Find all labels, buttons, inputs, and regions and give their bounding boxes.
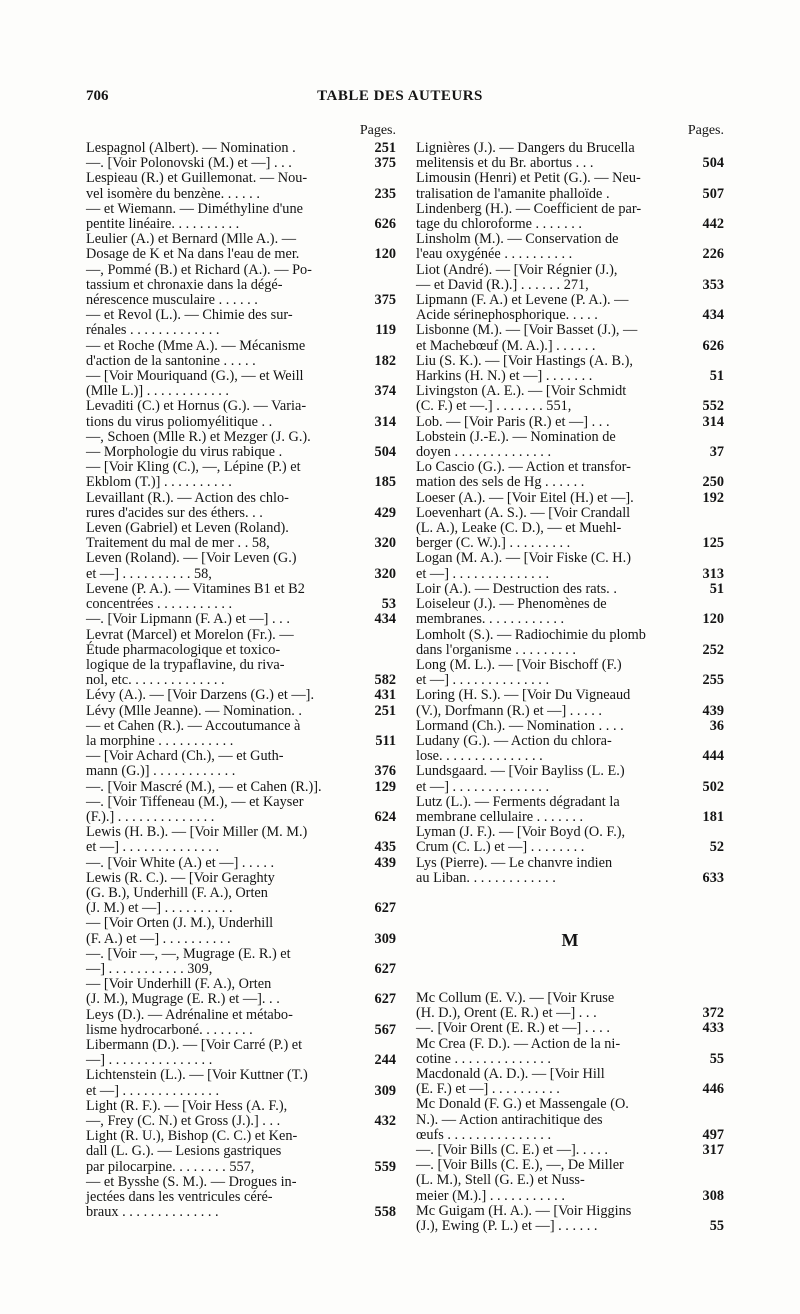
entry-page-number: 511 [375,732,396,749]
entry-text: —. [Voir Bills (C. E.), —, De Miller (L. M.), Stell (G. E.) et Nuss- meier (M.).] . . . . . . . . . . . [416,1157,624,1204]
entry-page-number: 314 [702,413,724,430]
index-entry [416,202,724,232]
pages-label: Pages. [359,123,396,138]
entry-text: Macdonald (A. D.). — [Voir Hill (E. F.) et —] . . . . . . . . . . [416,1065,605,1098]
entry-text: Libermann (D.). — [Voir Carré (P.) et —] . . . . . . . . . . . . . . . [86,1036,303,1069]
entry-text: Levaillant (R.). — Action des chlo- rures d'acides sur des éthers. . . [86,489,289,521]
index-entry [416,597,724,627]
index-entry [416,293,724,323]
index-entry [86,1008,396,1038]
index-entry [86,460,396,490]
entry-page-number: 37 [709,444,724,461]
entry-text: —, Schoen (Mlle R.) et Mezger (J. G.). — Morphologie du virus rabique . [86,428,311,461]
entry-text: Lipmann (F. A.) et Levene (P. A.). — Acide sérinephosphorique. . . . . [416,292,629,324]
entry-page-number: 235 [374,185,396,202]
entry-text: Lévy (Mlle Jeanne). — Nomination. . [86,702,302,719]
entry-text: —. [Voir Polonovski (M.) et —] . . . [86,155,292,172]
entry-text: Leven (Roland). — [Voir Leven (G.) et —] . . . . . . . . . . 58, [86,550,297,582]
entry-text: — et Wiemann. — Diméthyline d'une pentite linéaire. . . . . . . . . . [86,200,303,233]
entry-page-number: 320 [374,565,396,582]
entry-page-number: 633 [702,869,724,886]
entry-text: Mc Collum (E. V.). — [Voir Kruse (H. D.), Orent (E. R.) et —] . . . [416,989,615,1022]
index-entry [86,369,396,399]
entry-text: Lignières (J.). — Dangers du Brucella melitensis et du Br. abortus . . . [416,140,635,172]
entry-page-number: 353 [702,276,724,293]
entry-page-number: 567 [374,1021,396,1038]
index-entry [416,628,724,658]
index-entry [416,582,724,597]
entry-page-number: 375 [374,155,396,172]
index-entry [86,141,396,156]
index-entry [86,704,396,719]
index-entry [416,354,724,384]
index-entry [86,1068,396,1098]
index-entry [416,1037,724,1067]
entry-page-number: 442 [702,216,724,233]
index-entry [86,1038,396,1068]
entry-text: Linsholm (M.). — Conservation de l'eau oxygénée . . . . . . . . . . [416,231,619,263]
entry-text: — et Cahen (R.). — Accoutumance à la morphine . . . . . . . . . . . [86,717,301,749]
entry-page-number: 497 [702,1126,724,1143]
index-entry [416,658,724,688]
entry-page-number: 55 [709,1050,724,1067]
index-entry [86,430,396,460]
index-entry [86,308,396,338]
entry-page-number: 374 [374,383,396,400]
entry-page-number: 627 [374,900,396,917]
entry-page-number: 192 [702,489,724,506]
index-entry [416,551,724,581]
index-entry [86,795,396,825]
entry-page-number: 308 [702,1187,724,1204]
entry-page-number: 507 [702,185,724,202]
page-header [0,88,800,110]
index-entry [86,719,396,749]
entry-text: Levaditi (C.) et Hornus (G.). — Varia- tions du virus poliomyélitique . . [86,398,307,430]
index-entry [416,1204,724,1234]
entry-text: Lewis (H. B.). — [Voir Miller (M. M.) et —] . . . . . . . . . . . . . . [86,824,308,856]
index-entry [86,339,396,369]
index-entry [416,232,724,262]
entry-text: Lévy (A.). — [Voir Darzens (G.) et —]. [86,687,315,704]
entry-text: Levene (P. A.). — Vitamines B1 et B2 concentrées . . . . . . . . . . . [86,580,305,613]
index-entry [86,780,396,795]
entry-page-number: 320 [374,535,396,552]
section-letter: M [561,929,579,950]
index-entry [86,977,396,1007]
entry-page-number: 444 [702,748,724,765]
entry-page-number: 125 [702,535,724,552]
entry-page-number: 502 [702,778,724,795]
entry-text: Leys (D.). — Adrénaline et métabo- lisme hydrocarboné. . . . . . . . [86,1006,293,1038]
entry-text: Lichtenstein (L.). — [Voir Kuttner (T.) et —] . . . . . . . . . . . . . . [86,1067,308,1099]
entry-page-number: 504 [374,444,396,461]
index-entry [86,491,396,521]
entry-page-number: 626 [702,337,724,354]
entry-page-number: 626 [374,216,396,233]
right-column [416,122,724,1234]
entry-text: Loring (H. S.). — [Voir Du Vigneaud (V.), Dorfmann (R.) et —] . . . . . [416,687,631,719]
entry-page-number: 244 [374,1052,396,1069]
entry-text: Lisbonne (M.). — [Voir Basset (J.), — et Machebœuf (M. A.).] . . . . . . [416,322,638,354]
entry-text: —, Pommé (B.) et Richard (A.). — Po- tassium et chronaxie dans la dégé- nérescence musculaire . . . . . . [86,261,312,309]
entry-text: — [Voir Achard (Ch.), — et Guth- mann (G.)] . . . . . . . . . . . . [86,748,284,780]
index-entry [416,734,724,764]
entry-text: —. [Voir Lipmann (F. A.) et —] . . . [86,611,290,628]
index-entry [86,825,396,855]
entry-text: Light (R. U.), Bishop (C. C.) et Ken- dall (L. G.). — Lesions gastriques par pilocarpine. . . . . . . . 557, [86,1128,298,1175]
entry-text: Lespieau (R.) et Guillemonat. — Nou- vel isomère du benzène. . . . . . [86,170,308,202]
index-entry [86,551,396,581]
entry-page-number: 439 [374,854,396,871]
entry-page-number: 185 [374,474,396,491]
index-entry [86,1129,396,1175]
index-entry [416,795,724,825]
entry-text: Loevenhart (A. S.). — [Voir Crandall (L. A.), Leake (C. D.), — et Muehl- berger (C. W.).] . . . . . . . . . [416,504,631,552]
entry-page-number: 431 [374,687,396,704]
entry-page-number: 434 [374,611,396,628]
entry-page-number: 313 [702,565,724,582]
entry-page-number: 309 [374,1082,396,1099]
entry-text: Long (M. L.). — [Voir Bischoff (F.) et —] . . . . . . . . . . . . . . [416,656,622,689]
entry-text: Lyman (J. F.). — [Voir Boyd (O. F.), Crum (C. L.) et —] . . . . . . . . [416,824,626,856]
entry-text: Lutz (L.). — Ferments dégradant la membrane cellulaire . . . . . . . [416,793,620,825]
entry-page-number: 119 [375,322,396,339]
entry-text: — et Revol (L.). — Chimie des sur- rénales . . . . . . . . . . . . . [86,307,293,339]
right-entry-list [416,141,724,886]
entry-page-number: 624 [374,808,396,825]
index-entry [86,232,396,262]
entry-text: — et Roche (Mme A.). — Mécanisme d'action de la santonine . . . . . [86,337,306,369]
entry-page-number: 255 [702,672,724,689]
index-entry [86,582,396,612]
index-entry [416,764,724,794]
entry-page-number: 55 [709,1218,724,1234]
entry-page-number: 182 [374,352,396,369]
entry-text: Lindenberg (H.). — Coefficient de par- tage du chloroforme . . . . . . . [416,200,642,233]
entry-page-number: 375 [374,292,396,309]
entry-page-number: 627 [374,991,396,1008]
entry-page-number: 129 [374,778,396,795]
entry-text: — [Voir Mouriquand (G.), — et Weill (Mlle L.)] . . . . . . . . . . . . [86,368,304,400]
entry-text: Liu (S. K.). — [Voir Hastings (A. B.), Harkins (H. N.) et —] . . . . . . . [416,352,633,385]
entry-page-number: 51 [709,368,724,385]
index-entry [86,202,396,232]
entry-text: Ludany (G.). — Action du chlora- lose. . . . . . . . . . . . . . . [416,732,612,765]
index-entry [416,506,724,552]
entry-page-number: 435 [374,839,396,856]
entry-text: Mc Guigam (H. A.). — [Voir Higgins (J.), Ewing (P. L.) et —] . . . . . . [416,1202,632,1234]
index-entry [416,491,724,506]
entry-text: —. [Voir Mascré (M.), — et Cahen (R.)]. [86,778,322,795]
entry-text: — [Voir Kling (C.), —, Lépine (P.) et Ekblom (T.)] . . . . . . . . . . [86,459,301,491]
entry-text: Mc Crea (F. D.). — Action de la ni- cotine . . . . . . . . . . . . . . [416,1035,621,1067]
left-entry-list [86,141,396,1220]
index-entry [416,1021,724,1036]
index-entry [416,719,724,734]
entry-text: Lomholt (S.). — Radiochimie du plomb dans l'organisme . . . . . . . . . [416,626,646,658]
entry-text: Liot (André). — [Voir Régnier (J.), — et David (R.).] . . . . . . 271, [416,261,618,293]
entry-text: Leulier (A.) et Bernard (Mlle A.). — Dosage de K et Na dans l'eau de mer. [86,231,300,263]
index-entry [416,263,724,293]
entry-page-number: 446 [702,1081,724,1098]
entry-page-number: 558 [374,1204,396,1221]
m-entry-list [416,991,724,1234]
entry-page-number: 52 [709,839,724,856]
index-entry [86,749,396,779]
entry-page-number: 181 [702,808,724,825]
entry-text: Lormand (Ch.). — Nomination . . . . [416,717,624,734]
index-entry [416,1143,724,1158]
index-entry [416,171,724,201]
entry-text: — et Bysshe (S. M.). — Drogues in- jectées dans les ventricules céré- braux . . . . . . . . . . . . . . [86,1173,297,1221]
page-number: 706 [86,88,109,104]
index-entry [86,871,396,917]
entry-text: —. [Voir White (A.) et —] . . . . . [86,854,275,871]
index-entry [86,521,396,551]
entry-text: Logan (M. A.). — [Voir Fiske (C. H.) et —] . . . . . . . . . . . . . . [416,550,631,582]
entry-page-number: 552 [702,398,724,415]
entry-page-number: 226 [702,246,724,263]
index-entry [416,460,724,490]
entry-page-number: 251 [374,702,396,719]
entry-page-number: 251 [374,140,396,156]
index-entry [416,856,724,886]
entry-text: Lo Cascio (G.). — Action et transfor- mation des sels de Hg . . . . . . [416,459,631,491]
entry-page-number: 627 [374,960,396,977]
index-entry [416,141,724,171]
index-entry [86,688,396,703]
entry-text: Lys (Pierre). — Le chanvre indien au Liban. . . . . . . . . . . . . [416,854,613,886]
index-entry [416,825,724,855]
index-entry [416,430,724,460]
index-entry [416,1097,724,1143]
entry-text: Lob. — [Voir Paris (R.) et —] . . . [416,413,610,430]
index-entry [86,628,396,689]
entry-text: Livingston (A. E.). — [Voir Schmidt (C. F.) et —.] . . . . . . . 551, [416,383,627,415]
entry-text: Levrat (Marcel) et Morelon (Fr.). — Étude pharmacologique et toxico- logique de la trypaflavine, du riva- nol, etc. . . . . . . . . . . . . . [86,626,294,689]
entry-text: Leven (Gabriel) et Leven (Roland). Traitement du mal de mer . . 58, [86,520,289,552]
index-entry [86,263,396,309]
entry-page-number: 51 [709,580,724,597]
index-entry [86,1175,396,1221]
entry-page-number: 433 [702,1020,724,1037]
index-entry [86,171,396,201]
entry-page-number: 429 [374,504,396,521]
index-entry [86,399,396,429]
entry-text: Lespagnol (Albert). — Nomination . [86,140,296,156]
entry-page-number: 120 [702,611,724,628]
index-entry [416,1067,724,1097]
entry-page-number: 120 [374,246,396,263]
index-entry [416,323,724,353]
entry-text: Mc Donald (F. G.) et Massengale (O. N.). — Action antirachitique des œufs . . . . . . . . . . . . . . . [416,1096,629,1143]
entry-page-number: 314 [374,413,396,430]
entry-text: Loeser (A.). — [Voir Eitel (H.) et —]. [416,489,634,506]
index-entry [416,991,724,1021]
entry-page-number: 53 [381,596,396,613]
index-entry [416,1158,724,1204]
index-entry [86,947,396,977]
index-entry [86,156,396,171]
entry-text: Limousin (Henri) et Petit (G.). — Neu- tralisation de l'amanite phalloïde . [416,170,641,202]
entry-text: — [Voir Orten (J. M.), Underhill (F. A.) et —] . . . . . . . . . . [86,915,274,947]
entry-page-number: 250 [702,474,724,491]
entry-text: Loir (A.). — Destruction des rats. . [416,580,617,597]
index-entry [86,1099,396,1129]
left-column [86,122,396,1220]
entry-page-number: 434 [702,307,724,324]
index-entry [86,612,396,627]
entry-page-number: 36 [709,717,724,734]
entry-text: —. [Voir Bills (C. E.) et —]. . . . . [416,1141,608,1158]
entry-text: Lundsgaard. — [Voir Bayliss (L. E.) et —] . . . . . . . . . . . . . . [416,763,625,795]
entry-page-number: 317 [702,1141,724,1158]
index-entry [416,415,724,430]
entry-text: Lewis (R. C.). — [Voir Geraghty (G. B.), Underhill (F. A.), Orten (J. M.) et —] . . . . . . . . . . [86,869,275,917]
entry-text: —. [Voir Tiffeneau (M.), — et Kayser (F.).] . . . . . . . . . . . . . . [86,793,304,825]
index-entry [416,384,724,414]
entry-page-number: 372 [702,1005,724,1022]
entry-page-number: 439 [702,702,724,719]
entry-page-number: 582 [374,672,396,689]
entry-page-number: 559 [374,1158,396,1175]
entry-text: — [Voir Underhill (F. A.), Orten (J. M.), Mugrage (E. R.) et —]. . . [86,976,280,1008]
index-entry [416,688,724,718]
entry-text: —. [Voir —, —, Mugrage (E. R.) et —] . . . . . . . . . . . 309, [86,945,291,977]
entry-page-number: 504 [702,155,724,172]
entry-page-number: 252 [702,641,724,658]
entry-page-number: 432 [374,1113,396,1129]
running-title: TABLE DES AUTEURS [317,88,483,104]
entry-text: —. [Voir Orent (E. R.) et —] . . . . [416,1020,610,1037]
entry-page-number: 376 [374,763,396,780]
pages-label: Pages. [687,123,724,138]
entry-page-number: 309 [374,930,396,947]
index-entry [86,916,396,946]
entry-text: Loiseleur (J.). — Phenomènes de membranes. . . . . . . . . . . . [416,596,607,628]
entry-text: Light (R. F.). — [Voir Hess (A. F.), —, Frey (C. N.) et Gross (J.).] . . . [86,1097,288,1129]
index-entry [86,856,396,871]
entry-text: Lobstein (J.-E.). — Nomination de doyen . . . . . . . . . . . . . . [416,428,616,461]
